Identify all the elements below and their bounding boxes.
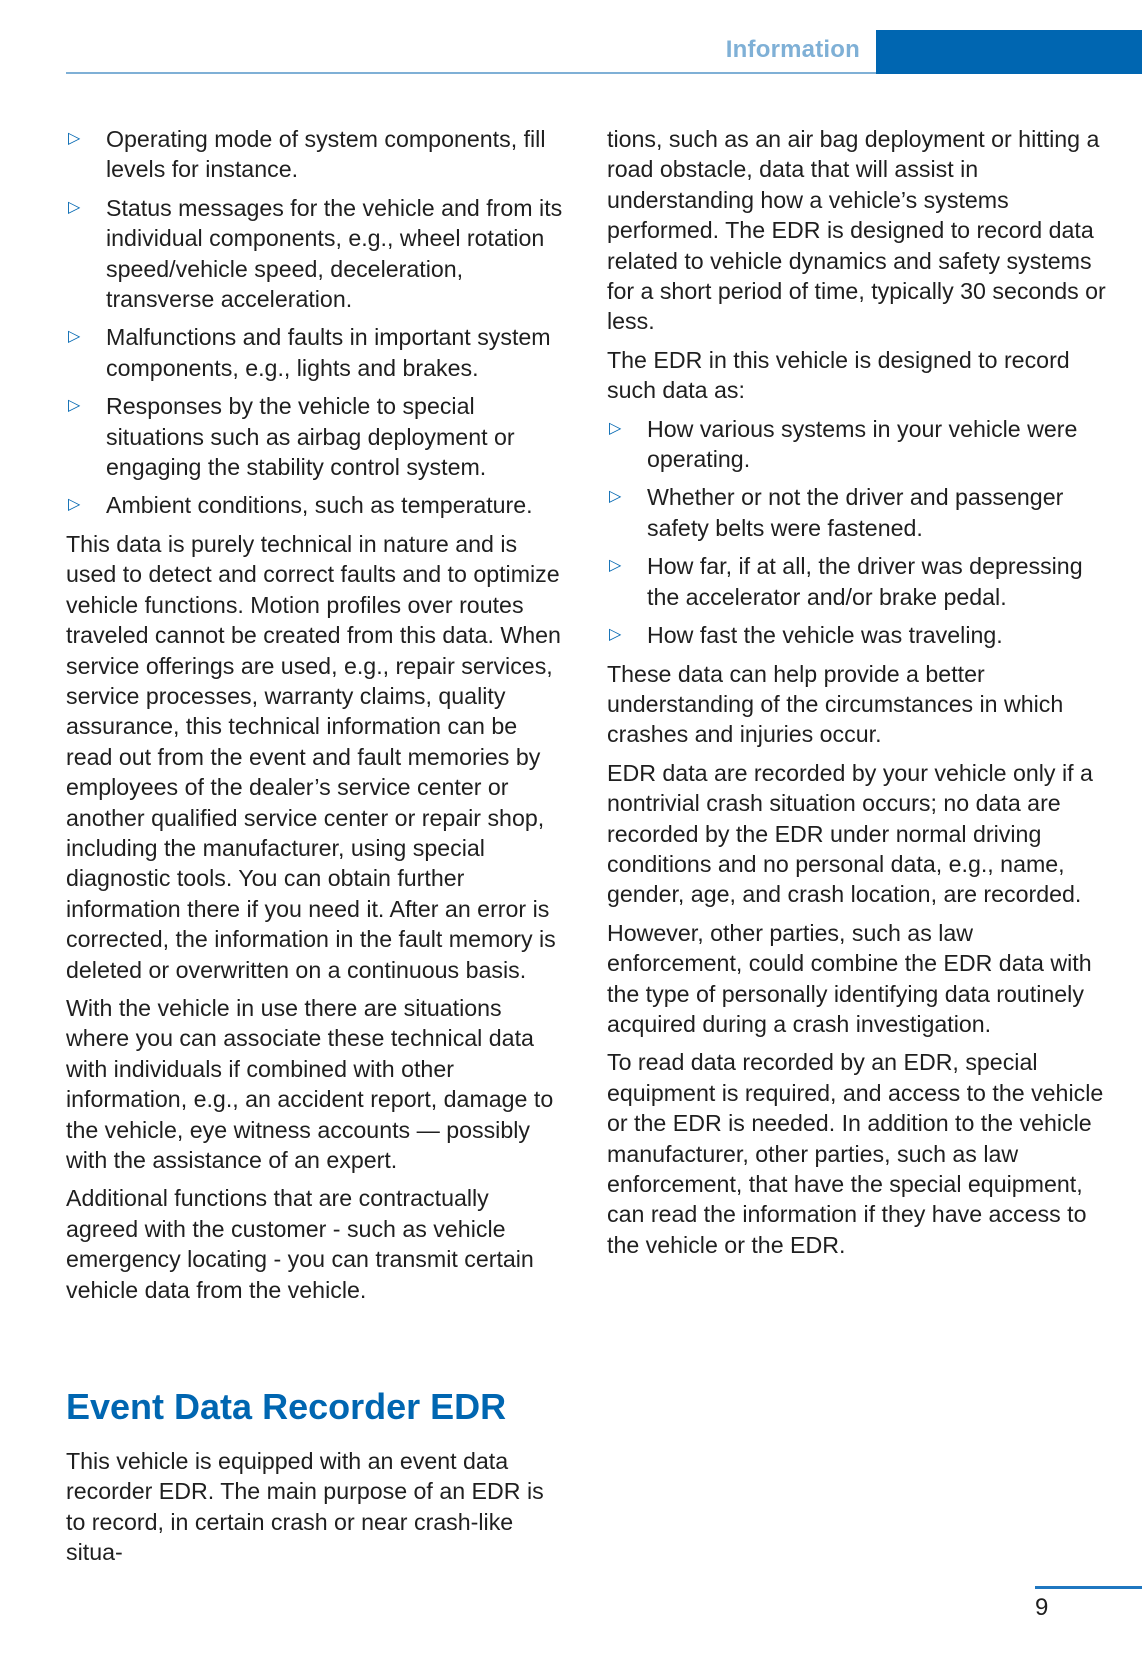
paragraph: tions, such as an air bag deployment or hitting a road obstacle, data that will assist in understanding how a vehicle’s systems performed. The EDR is designed to record data related to vehicle dynamics and safety systems for a short period of time, typically 30 seconds or less. [607, 126, 1106, 335]
page-number: 9 [1035, 1594, 1049, 1621]
paragraph: EDR data are recorded by your vehicle only if a nontrivial crash situation occurs; no data are recorded by the EDR under normal driving conditions and no personal data, e.g., name, gender, age, and crash location, are recorded. [607, 759, 1093, 908]
list-item: ▷ Ambient conditions, such as temperature. [66, 490, 566, 520]
left-column [66, 124, 566, 1313]
bullet-triangle-icon: ▷ [609, 419, 622, 437]
paragraph: With the vehicle in use there are situations where you can associate these technical data with individuals if combined with other information, e.g., an accident report, damage to the vehicle, eye witness accounts — possibly with the assistance of an expert. [66, 994, 554, 1173]
list-item: ▷ Whether or not the driver and passenger safety belts were fastened. [609, 484, 1064, 541]
paragraph: Additional functions that are contractually agreed with the customer - such as vehicle emergency locating - you can transmit certain vehicle data from the vehicle. [66, 1185, 534, 1303]
header-accent-block [876, 30, 1142, 74]
section-heading: Event Data Recorder EDR [66, 1386, 507, 1427]
paragraph: This data is purely technical in nature and is used to detect and correct faults and to optimize vehicle functions. Motion profiles over routes traveled cannot be created from this data. When service offerings are used, e.g., repair services, service processes, warranty claims, quality assurance, this technical information can be read out from the event and fault memories by employees of the dealer’s service center or another qualified service center or repair shop, including the manufacturer, using special diagnostic tools. You can obtain further information there if you need it. After an error is corrected, the information in the fault memory is deleted or overwritten on a continuous basis. [66, 530, 561, 983]
header-section-title: Information [725, 36, 860, 63]
bullet-triangle-icon: ▷ [68, 496, 81, 514]
paragraph: These data can help provide a better understanding of the circumstances in which crashes and injuries occur. [607, 660, 1064, 748]
header-rule [66, 72, 876, 74]
paragraph: To read data recorded by an EDR, special equipment is required, and access to the vehicle or the EDR is needed. In addition to the vehicle manufacturer, other parties, such as law enforcement, that have the special equipment, can read the information if they have access to the vehicle or the EDR. [607, 1049, 1104, 1258]
bullet-triangle-icon: ▷ [68, 397, 81, 415]
list-item: ▷ Operating mode of system components, fill levels for instance. [68, 126, 546, 183]
list-item: ▷ Malfunctions and faults in important system components, e.g., lights and brakes. [68, 324, 551, 381]
paragraph: However, other parties, such as law enforcement, could combine the EDR data with the type of personally identifying data routinely acquired during a crash investigation. [607, 919, 1092, 1037]
list-item: ▷ How various systems in your vehicle were operating. [609, 415, 1078, 473]
list-item: ▷ Responses by the vehicle to special situations such as airbag deployment or engaging the stability control system. [68, 393, 515, 481]
right-column [607, 124, 1107, 1268]
list-item: ▷ How far, if at all, the driver was depressing the accelerator and/or brake pedal. [609, 553, 1083, 610]
bullet-triangle-icon: ▷ [68, 198, 81, 216]
bullet-triangle-icon: ▷ [609, 626, 622, 644]
bullet-triangle-icon: ▷ [609, 488, 622, 506]
bullet-triangle-icon: ▷ [68, 328, 81, 346]
footer-rule [1035, 1586, 1142, 1589]
list-item: ▷ Status messages for the vehicle and from its individual components, e.g., wheel rotation speed/vehicle speed, deceleration, transverse acceleration. [68, 194, 563, 313]
list-item: ▷ How fast the vehicle was traveling. [607, 620, 1107, 650]
bullet-triangle-icon: ▷ [609, 557, 622, 575]
bullet-triangle-icon: ▷ [68, 130, 81, 147]
paragraph: The EDR in this vehicle is designed to record such data as: [607, 346, 1070, 404]
section-intro: This vehicle is equipped with an event data recorder EDR. The main purpose of an EDR is to record, in certain crash or near crash-like situa- [66, 1448, 544, 1566]
